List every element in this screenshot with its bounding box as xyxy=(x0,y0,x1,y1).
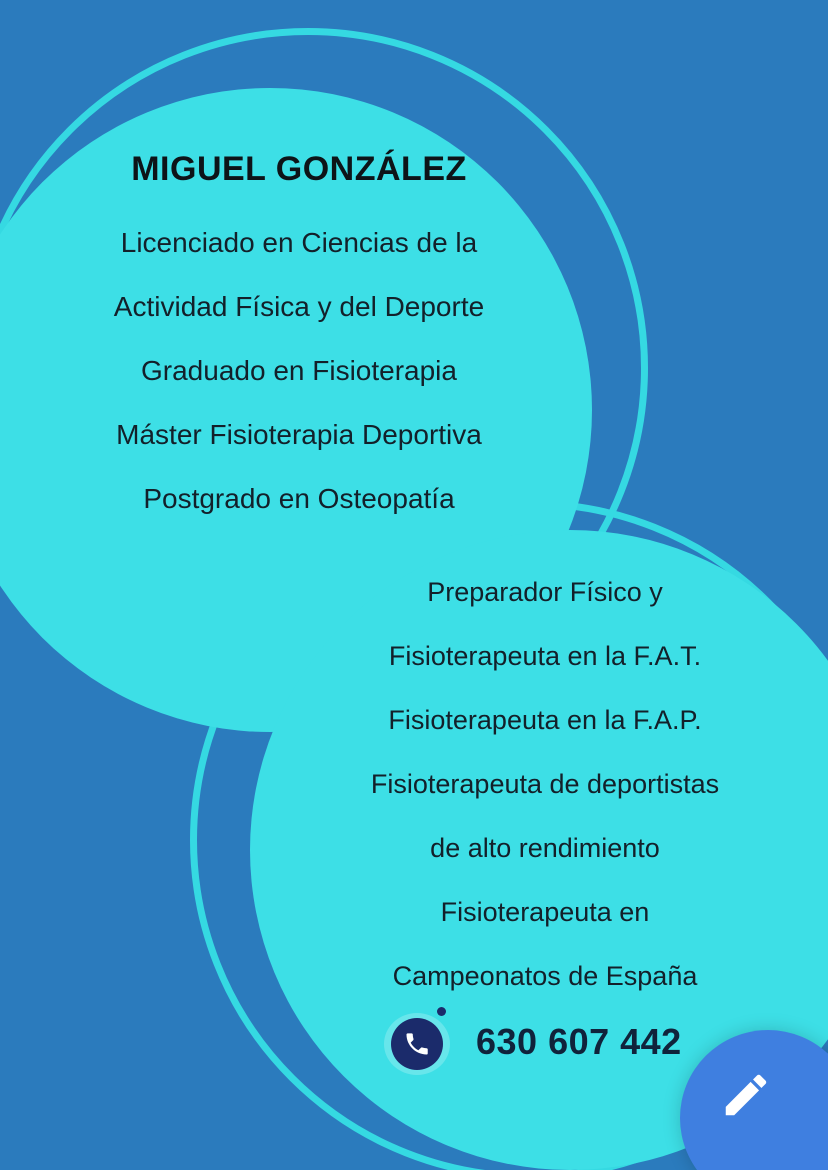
credential-line: Máster Fisioterapia Deportiva xyxy=(116,419,482,450)
credential-line: Fisioterapeuta en la F.A.T. xyxy=(388,641,702,671)
credential-line: Graduado en Fisioterapia xyxy=(141,355,457,386)
credential-line: Preparador Físico y xyxy=(427,577,663,607)
phone-icon-disc xyxy=(391,1018,443,1070)
credential-line: Fisioterapeuta en xyxy=(440,897,650,927)
credential-line: de alto rendimiento xyxy=(430,833,660,863)
credential-line: Postgrado en Osteopatía xyxy=(143,483,455,514)
credentials-bottom-block xyxy=(262,560,828,1008)
credential-line: Fisioterapeuta de deportistas xyxy=(370,769,720,799)
person-name: MIGUEL GONZÁLEZ xyxy=(131,150,467,188)
credential-line: Actividad Física y del Deporte xyxy=(113,291,485,322)
phone-number[interactable]: 630 607 442 xyxy=(476,1021,682,1062)
edit-pencil-icon xyxy=(719,1068,773,1122)
credential-line: Fisioterapeuta en la F.A.P. xyxy=(388,705,702,735)
credential-line: Campeonatos de España xyxy=(392,961,698,991)
phone-icon xyxy=(380,1005,454,1079)
credential-line: Licenciado en Ciencias de la xyxy=(120,227,478,258)
credentials-top-block xyxy=(18,150,580,531)
phone-icon-dot xyxy=(437,1007,446,1016)
